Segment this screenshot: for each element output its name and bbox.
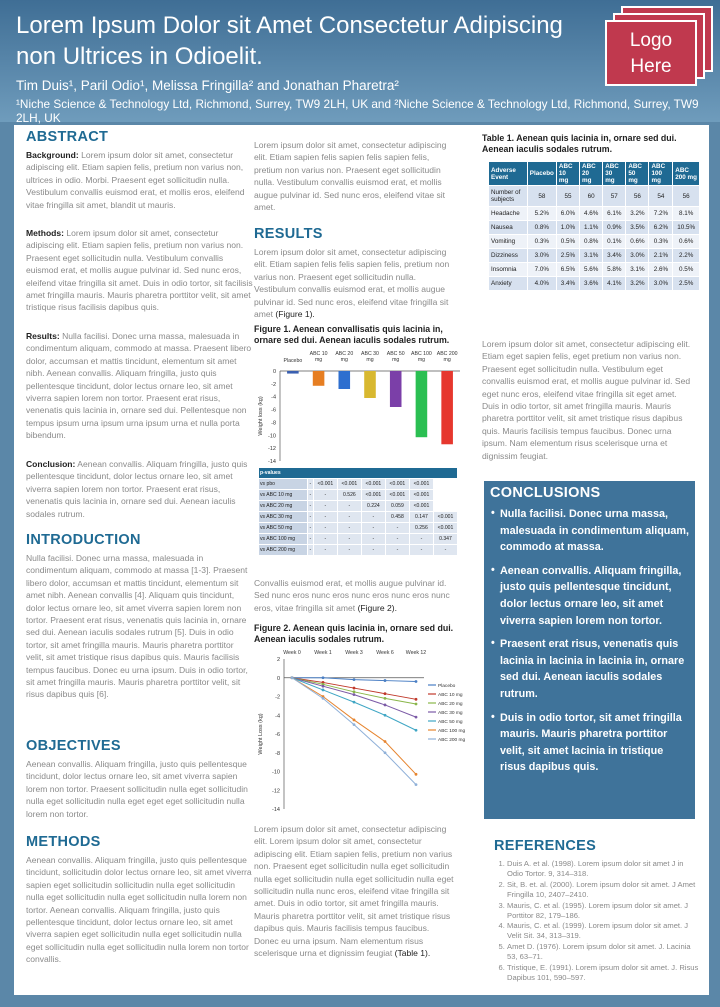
affiliations: ¹Niche Science & Technology Ltd, Richmond, Surrey, TW9 2LH, UK and ²Niche Science & Technology Ltd, Richmond, Surrey, TW9 2LH, UK (16, 97, 699, 125)
conclusion-text: Aenean convallis. Aliquam fringilla, justo quis pellentesque tincidunt, dolor lectus ornare leo, sit amet viverra sapien lorem non tortor. Praesent erat risus, venenatis quis lacinia in, ornare sed dui. Aenean iaculis sodales rutrum. (26, 459, 248, 519)
pvalue-cell: - (307, 512, 313, 523)
bottom-paragraph (254, 823, 454, 959)
conclusion-item: • Nulla facilisi. Donec urna massa, malesuada in condimentum aliquam, commodo at massa. (492, 506, 690, 556)
conclusions-list (492, 506, 690, 783)
table1-cell: 3.2% (626, 207, 649, 221)
pvalue-cell: 0.347 (433, 534, 457, 545)
abstract-conclusion (26, 458, 253, 520)
poster-header (0, 0, 720, 125)
conclusions-box (484, 481, 695, 819)
y-tick-label: -6 (275, 732, 280, 738)
table1-cell: 3.5% (626, 221, 649, 235)
pvalue-cell: - (361, 545, 385, 556)
figure1-bar-chart (254, 349, 469, 466)
table1-row (489, 263, 700, 277)
pvalue-cell: vs ABC 20 mg (259, 501, 308, 512)
poster-title: Lorem Ipsum Dolor sit Amet Consectetur Adipiscing non Ultrices in Odioelit. (16, 12, 563, 70)
pvalue-cell: - (361, 534, 385, 545)
y-tick-label: -8 (271, 420, 276, 427)
table1-cell: 2.6% (649, 263, 673, 277)
results-heading: RESULTS (254, 226, 323, 242)
pvalue-row (259, 501, 458, 512)
legend-label: ABC 100 mg (438, 729, 466, 734)
table1-cell: 3.2% (626, 277, 649, 291)
category-label: ABC 10 mg (309, 351, 328, 363)
y-tick-label: -4 (271, 394, 276, 401)
y-tick-label: -8 (275, 750, 280, 757)
pvalue-row (259, 534, 458, 545)
references-heading: REFERENCES (494, 838, 597, 854)
table1-cell: 56 (673, 186, 700, 207)
table1-cell: 55 (556, 186, 579, 207)
table1-cell: 56 (626, 186, 649, 207)
methods-text: Aenean convallis. Aliquam fringilla, justo quis pellentesque tincidunt, sollicitudin dolor lectus ornare leo, sit amet viverra sapien eget sollicitudin sollicitudin nulla eget sollicitudin nulla eget sollicitudin nulla eget sollicitudin nulla lorem non tortor. Aenean convallis. Aliquam fringilla, justo quis pellentesque tincidunt, dolor lectus ornare leo, sit amet viverra sapien eget sollicitudin nulla eget sollicitudin nulla eget sollicitudin nulla eget sollicitudin nulla lorem non tortor convallis. (26, 855, 252, 965)
references-list (494, 859, 699, 983)
series-point (384, 704, 387, 707)
pvalue-cell: - (313, 512, 337, 523)
references-section (494, 838, 699, 984)
table1-cell: 2.2% (673, 249, 700, 263)
table1-cell: 3.1% (626, 263, 649, 277)
table1-cell: 0.3% (649, 235, 673, 249)
pvalue-cell: vs ABC 30 mg (259, 512, 308, 523)
after-figure1-text: Convallis euismod erat, et mollis augue pulvinar id. Sed nunc eros nunc eros nunc eros nunc eros nunc eros, vitae fringilla sit amet (254, 578, 450, 613)
table1-cell: Insomnia (489, 263, 528, 277)
y-tick-label: -6 (271, 407, 276, 414)
results-label: Results: (26, 331, 60, 341)
pvalue-cell: 0.059 (385, 501, 409, 512)
bar (339, 371, 351, 389)
x-tick-label: Week 0 (283, 650, 301, 656)
table1-caption: Table 1. Aenean quis lacinia in, ornare sed dui. Aenean iaculis sodales rutrum. (482, 133, 677, 154)
col3-text: Lorem ipsum dolor sit amet, consectetur adipiscing elit. Etiam eget sapien felis, eget pretium non varius non. Praesent eget sollicitudin nulla. Vestibulum eget convallis euismod erat, et mollis augue pulvinar id. Sed eget nunc eros, eleifend vitae fringilla sit eget amet. Duis in odio tortor, sit amet fringilla mauris. Mauris pharetra porttitor velit, sit amet tristique risus dapibus quis. Mauris facilisis tempus faucibus. Donec urna ipsum. Nam elementum risus scelerisque urna et dignissim feugiat. (482, 339, 691, 461)
table1-cell: 2.1% (649, 249, 673, 263)
table1-header-cell: ABC 50 mg (626, 162, 649, 186)
reference-item: 3. Mauris, C. et al. (1995). Lorem ipsum dolor sit amet. J Porttitor 82, 179–186. (507, 901, 699, 921)
legend-label: ABC 20 mg (438, 702, 463, 707)
col2-intro-text: Lorem ipsum dolor sit amet, consectetur adipiscing elit. Etiam sapien felis sapien felis sapien felis, pretium non varius non. Praesent eget sollicitudin nulla. Vestibulum convallis euismod erat, et mollis augue pulvinar id. Sed nunc eros, eleifend vitae sit amet. (254, 140, 447, 213)
table1-row (489, 221, 700, 235)
pvalue-cell: - (337, 523, 361, 534)
pvalue-table (258, 467, 458, 556)
category-label: ABC 50 mg (386, 351, 405, 363)
table1-cell: 8.1% (673, 207, 700, 221)
pvalue-cell: - (313, 545, 337, 556)
table1-cell: Anxiety (489, 277, 528, 291)
series-point (322, 676, 325, 679)
table1-cell: 0.8% (527, 221, 556, 235)
y-tick-label: -2 (275, 694, 280, 701)
table1-cell: 6.1% (603, 207, 626, 221)
results-paragraph (254, 246, 454, 320)
x-tick-label: Week 1 (314, 650, 332, 656)
table1-cell: 2.5% (556, 249, 579, 263)
table1-cell: 57 (603, 186, 626, 207)
table1-cell: 3.0% (649, 277, 673, 291)
pvalue-row (259, 512, 458, 523)
conclusion-label: Conclusion: (26, 459, 76, 469)
table1-header-cell: ABC 30 mg (603, 162, 626, 186)
series-point (322, 697, 325, 700)
figure2-caption: Figure 2. Aenean quis lacinia in, ornare sed dui. Aenean iaculis sodales rutrum. (254, 623, 454, 644)
pvalue-cell: - (385, 534, 409, 545)
table1-cell: Nausea (489, 221, 528, 235)
table1-row (489, 207, 700, 221)
table1-cell: 3.4% (556, 277, 579, 291)
logo-placeholder (605, 6, 717, 90)
series-point (353, 693, 356, 696)
pvalue-cell: vs ABC 100 mg (259, 534, 308, 545)
category-label: ABC 100 mg (411, 351, 432, 363)
pvalue-cell: - (307, 545, 313, 556)
table1-cell: 3.4% (603, 249, 626, 263)
table1-cell: 0.6% (626, 235, 649, 249)
legend-label: ABC 50 mg (438, 720, 463, 725)
bar (416, 371, 428, 437)
table1-cell: 0.9% (603, 221, 626, 235)
category-label: ABC 30 mg (361, 351, 379, 363)
y-tick-label: -12 (268, 446, 276, 453)
x-tick-label: Week 3 (345, 650, 363, 656)
introduction-text: Nulla facilisi. Donec urna massa, malesuada in condimentum aliquam, commodo at massa [1-3]. Praesent libero dolor, accumsan et mattis tincidunt, elementum sit amet nibh. Aenean convallis [4]. Aliquam quis tincidunt, dolor lectus ornare leo, sit amet viverra sapien lorem non tortor. Praesent erat risus, venenatis quis lacinia in, ornare sed dui. Aenean iaculis sodales rutrum [5]. Duis in odio tortor, sit amet fringilla mauris. Mauris pharetra porttitor velit, sit amet tristique risus dapibus quis. Mauris facilisis tempus faucibus. Donec eu urna ipsum. Duis in odio tortor, sit amet fringilla mauris. Mauris pharetra porttitor velit, sit risus dapibus quis [6]. (26, 553, 248, 700)
methods-heading: METHODS (26, 834, 101, 850)
category-label: ABC 200 mg (436, 351, 458, 363)
pvalue-cell: <0.001 (409, 490, 433, 501)
table1-cell: 6.2% (649, 221, 673, 235)
legend-label: ABC 30 mg (438, 711, 463, 716)
table1-cell: 6.5% (556, 263, 579, 277)
table1-cell: 4.6% (580, 207, 603, 221)
author-list: Tim Duis¹, Paril Odio¹, Melissa Fringilla² and Jonathan Pharetra² (16, 78, 399, 93)
table1-cell: Headache (489, 207, 528, 221)
series-point (415, 716, 418, 719)
pvalue-cell: - (307, 490, 313, 501)
objectives-heading: OBJECTIVES (26, 738, 121, 754)
pvalue-cell: - (409, 545, 433, 556)
y-tick-label: -10 (268, 433, 276, 440)
pvalue-cell: - (307, 501, 313, 512)
pvalue-cell: - (409, 534, 433, 545)
background-label: Background: (26, 150, 79, 160)
legend-label: Placebo (438, 684, 456, 689)
y-tick-label: 0 (276, 675, 280, 682)
table1-header-cell: ABC 20 mg (580, 162, 603, 186)
bar (287, 371, 299, 374)
bar (441, 371, 453, 444)
pvalue-row (259, 479, 458, 490)
pvalue-cell: vs ABC 10 mg (259, 490, 308, 501)
pvalue-cell: <0.001 (409, 479, 433, 490)
table1-cell: Vomiting (489, 235, 528, 249)
conclusion-item: • Aenean convallis. Aliquam fringilla, justo quis pellentesque tincidunt, dolor lectus ornare leo, sit amet viverra sapien lorem non tortor. (492, 563, 690, 629)
table1-cell: 10.5% (673, 221, 700, 235)
table1-cell: 0.5% (556, 235, 579, 249)
pvalue-cell: 0.147 (409, 512, 433, 523)
pvalue-cell: <0.001 (409, 501, 433, 512)
y-tick-label: 0 (272, 369, 276, 375)
series-point (384, 714, 387, 717)
y-tick-label: 2 (276, 657, 280, 663)
series-point (415, 698, 418, 701)
series-point (353, 719, 356, 722)
pvalue-cell: vs ABC 50 mg (259, 523, 308, 534)
reference-item: 4. Mauris, C. et al. (1999). Lorem ipsum dolor sit amet. J Velit Sit. 34, 313–319. (507, 921, 699, 941)
methods-label: Methods: (26, 228, 64, 238)
pvalue-cell: - (313, 490, 337, 501)
series-point (353, 687, 356, 690)
pvalue-cell: - (307, 534, 313, 545)
background-text: Lorem ipsum dolor sit amet, consectetur adipiscing elit. Etiam sapien felis, pretium non varius non, ultrices in odio. Morbi. Praesent eget sollicitudin nulla. Vestibulum convallis euismod erat, et mollis eros, eleifend vitae fringilla sit amet, blandit ut mauris. (26, 150, 245, 210)
pvalue-cell: - (337, 512, 361, 523)
objectives-text: Aenean convallis. Aliquam fringilla, justo quis pellentesque tincidunt, dolor lectus ornare leo, sit amet viverra sapien lorem non tortor. Praesent sollicitudin nulla eget sollicitudin nulla eget sollicitudin nulla eget eget eget sollicitudin nulla lorem non tortor. (26, 759, 248, 819)
y-axis-label: Weight loss (kg) (258, 396, 264, 436)
pvalue-cell: - (385, 523, 409, 534)
reference-item: 1. Duis A. et al. (1998). Lorem ipsum dolor sit amet J in Odio Tortor. 9, 314–318. (507, 859, 699, 879)
series-point (291, 676, 294, 679)
table1-cell: 0.6% (673, 235, 700, 249)
series-point (384, 740, 387, 743)
x-tick-label: Week 12 (405, 650, 427, 656)
bar (313, 371, 325, 386)
table1-cell: 58 (527, 186, 556, 207)
series-point (415, 773, 418, 776)
pvalue-cell: <0.001 (433, 512, 457, 523)
series-point (353, 723, 356, 726)
pvalue-cell: <0.001 (385, 490, 409, 501)
pvalue-cell: - (433, 545, 457, 556)
pvalue-cell: <0.001 (361, 490, 385, 501)
table1-cell: 4.1% (603, 277, 626, 291)
logo-text: Logo Here (605, 20, 697, 86)
y-tick-label: -4 (275, 713, 280, 720)
pvalue-cell: - (361, 523, 385, 534)
abstract-methods (26, 227, 253, 314)
pvalue-cell: - (361, 512, 385, 523)
y-tick-label: -14 (268, 459, 276, 465)
table1-cell: 7.2% (649, 207, 673, 221)
pvalue-cell: - (313, 534, 337, 545)
conclusion-item: • Duis in odio tortor, sit amet fringilla mauris. Mauris pharetra porttitor velit, sit amet lacinia in tristique risus dapibus quis. (492, 710, 690, 776)
pvalue-cell: 0.224 (361, 501, 385, 512)
pvalue-cell: 0.256 (409, 523, 433, 534)
table1-cell: Dizziness (489, 249, 528, 263)
pvalue-cell: <0.001 (385, 479, 409, 490)
reference-item: 6. Tristique, E. (1991). Lorem ipsum dolor sit amet. J. Risus Dapibus 101, 590–597. (507, 963, 699, 983)
series-point (322, 689, 325, 692)
pvalue-cell: - (307, 523, 313, 534)
figure1-caption: Figure 1. Aenean convallisatis quis lacinia in, ornare sed dui. Aenean iaculis sodales rutrum. (254, 324, 450, 345)
pvalue-cell: - (313, 501, 337, 512)
table1-cell: 1.0% (556, 221, 579, 235)
pvalue-cell: vs ABC 200 mg (259, 545, 308, 556)
table1-cell: 0.3% (527, 235, 556, 249)
bar (390, 371, 402, 407)
series-point (384, 751, 387, 754)
conclusion-item: • Praesent erat risus, venenatis quis lacinia in lacinia in lacinia in, ornare sed dui. Aenean iaculis sodales rutrum. (492, 636, 690, 702)
pvalue-cell: 0.526 (337, 490, 361, 501)
series-point (384, 679, 387, 682)
series-point (415, 729, 418, 732)
table1-cell: 0.1% (603, 235, 626, 249)
table1-cell: 3.1% (580, 249, 603, 263)
pvalue-cell: - (307, 479, 313, 490)
series-point (415, 680, 418, 683)
table1-row (489, 235, 700, 249)
introduction-heading: INTRODUCTION (26, 532, 141, 548)
table1-row (489, 277, 700, 291)
pvalue-row (259, 545, 458, 556)
table1-cell: 60 (580, 186, 603, 207)
series-point (384, 697, 387, 700)
y-tick-label: -14 (272, 807, 280, 813)
pvalue-cell: 0.458 (385, 512, 409, 523)
after-figure1-paragraph (254, 577, 459, 614)
table1-cell: 54 (649, 186, 673, 207)
table1-header-cell: ABC 200 mg (673, 162, 700, 186)
table1-cell: 2.5% (673, 277, 700, 291)
reference-item: 2. Sit, B. et. al. (2000). Lorem ipsum dolor sit amet. J Amet Fringilla 10, 2407–2410. (507, 880, 699, 900)
table1-header-cell: Adverse Event (489, 162, 528, 186)
table1-cell: 1.1% (580, 221, 603, 235)
table1-row (489, 249, 700, 263)
pvalue-cell: vs pbo (259, 479, 308, 490)
category-label: Placebo (283, 358, 303, 364)
y-tick-label: -12 (272, 788, 280, 795)
bar (364, 371, 376, 398)
abstract-heading: ABSTRACT (26, 129, 109, 145)
table1-cell: 5.8% (603, 263, 626, 277)
y-axis-label: Weight Loss (kg) (258, 713, 264, 755)
y-tick-label: -2 (271, 381, 276, 388)
pvalue-cell: - (385, 545, 409, 556)
series-point (353, 678, 356, 681)
abstract-results (26, 330, 253, 442)
series-point (322, 685, 325, 688)
series-point (353, 690, 356, 693)
table1-cell: 3.0% (626, 249, 649, 263)
table1-cell: 7.0% (527, 263, 556, 277)
series-point (415, 703, 418, 706)
results-body: Lorem ipsum dolor sit amet, consectetur adipiscing elit. Etiam sapien felis felis sapien felis, pretium non varius non. Praesent eget sollicitudin nulla. Vestibulum convallis euismod erat, et mollis augue pulvinar id. Sed nunc eros, eleifend vitae fringilla sit amet (254, 247, 450, 320)
table1-cell: 5.2% (527, 207, 556, 221)
bottom-text: Lorem ipsum dolor sit amet, consectetur adipiscing elit. Lorem ipsum dolor sit amet, consectetur adipiscing elit. Etiam sapien felis, pretium non varius non. Praesent eget sollicitudin nulla eget sollicitudin nulla eget sollicitudin nulla eget sollicitudin nulla eget sollicitudin nulla nunc eros, eleifend vitae fringilla sit amet. Duis in odio tortor, sit amet fringilla mauris. Mauris pharetra porttitor velit, sit amet tristique risus dapibus quis. Mauris facilisis tempus faucibus. Donec eu urna ipsum. Nam elementum risus scelerisque urna et dignissim feugiat (254, 824, 454, 959)
table1-cell: 3.6% (580, 277, 603, 291)
table1-cell: 0.5% (673, 263, 700, 277)
pvalue-cell: <0.001 (361, 479, 385, 490)
figure2-ref: (Figure 2). (357, 602, 397, 613)
table1-header-cell: Placebo (527, 162, 556, 186)
figure2-line-chart (254, 647, 472, 819)
pvalue-header-cell: p-values (259, 468, 458, 479)
series-point (384, 692, 387, 695)
series-point (415, 783, 418, 786)
table1-header-cell: ABC 100 mg (649, 162, 673, 186)
abstract-background (26, 149, 253, 211)
pvalue-cell: - (337, 534, 361, 545)
table1 (488, 161, 700, 291)
figure1-ref: (Figure 1). (275, 309, 315, 320)
table1-cell: 3.0% (527, 249, 556, 263)
legend-label: ABC 10 mg (438, 693, 463, 698)
pvalue-cell: <0.001 (433, 523, 457, 534)
category-label: ABC 20 mg (335, 351, 354, 363)
reference-item: 5. Amet D. (1976). Lorem ipsum dolor sit amet. J. Lacinia 53, 63–71. (507, 942, 699, 962)
pvalue-cell: - (313, 523, 337, 534)
table1-cell: 4.0% (527, 277, 556, 291)
pvalue-row (259, 523, 458, 534)
table1-row (489, 186, 700, 207)
poster-body (14, 125, 709, 995)
pvalue-cell: - (337, 545, 361, 556)
pvalue-row (259, 490, 458, 501)
conclusions-heading: CONCLUSIONS (490, 485, 601, 501)
methods-text: Lorem ipsum dolor sit amet, consectetur adipiscing elit. Etiam sapien felis, pretium non varius non. Praesent eget sollicitudin nulla. Vestibulum convallis euismod erat, et mollis augue pulvinar id. Sed nunc eros, eleifend vitae fringilla sit amet. Duis in odio tortor, sit facilisis amet fringilla mauris. Mauris pharetra porttitor velit, sit amet tristique risus facilisis dapibus quis. (26, 228, 253, 313)
pvalue-cell: <0.001 (337, 479, 361, 490)
table1-header-cell: ABC 10 mg (556, 162, 579, 186)
series-point (353, 701, 356, 704)
table1-ref: (Table 1). (394, 948, 431, 959)
pvalue-header-row (259, 468, 458, 479)
pvalue-cell: - (337, 501, 361, 512)
table1-cell: Number of subjects (489, 186, 528, 207)
legend-label: ABC 200 mg (438, 738, 466, 743)
table1-cell: 5.6% (580, 263, 603, 277)
x-tick-label: Week 6 (376, 650, 394, 656)
table1-cell: 0.8% (580, 235, 603, 249)
y-tick-label: -10 (272, 769, 280, 776)
results-text: Nulla facilisi. Donec urna massa, malesuada in condimentum aliquam, commodo at massa. Praesent libero dolor, accumsan et mattis tincidunt, elementum sit amet nibh. Aenean convallis. Aliquam fringilla, justo quis pellentesque tincidunt, dolor lectus ornare leo, sit amet viverra sapien lorem non tortor. Praesent erat risus, venenatis quis lacinia in, ornare sed dui. Pellentesque non tempus ipsum urna ipsum urna ipsum urna et nulla porta bibendum. (26, 331, 252, 441)
pvalue-cell: <0.001 (313, 479, 337, 490)
table1-cell: 6.0% (556, 207, 579, 221)
